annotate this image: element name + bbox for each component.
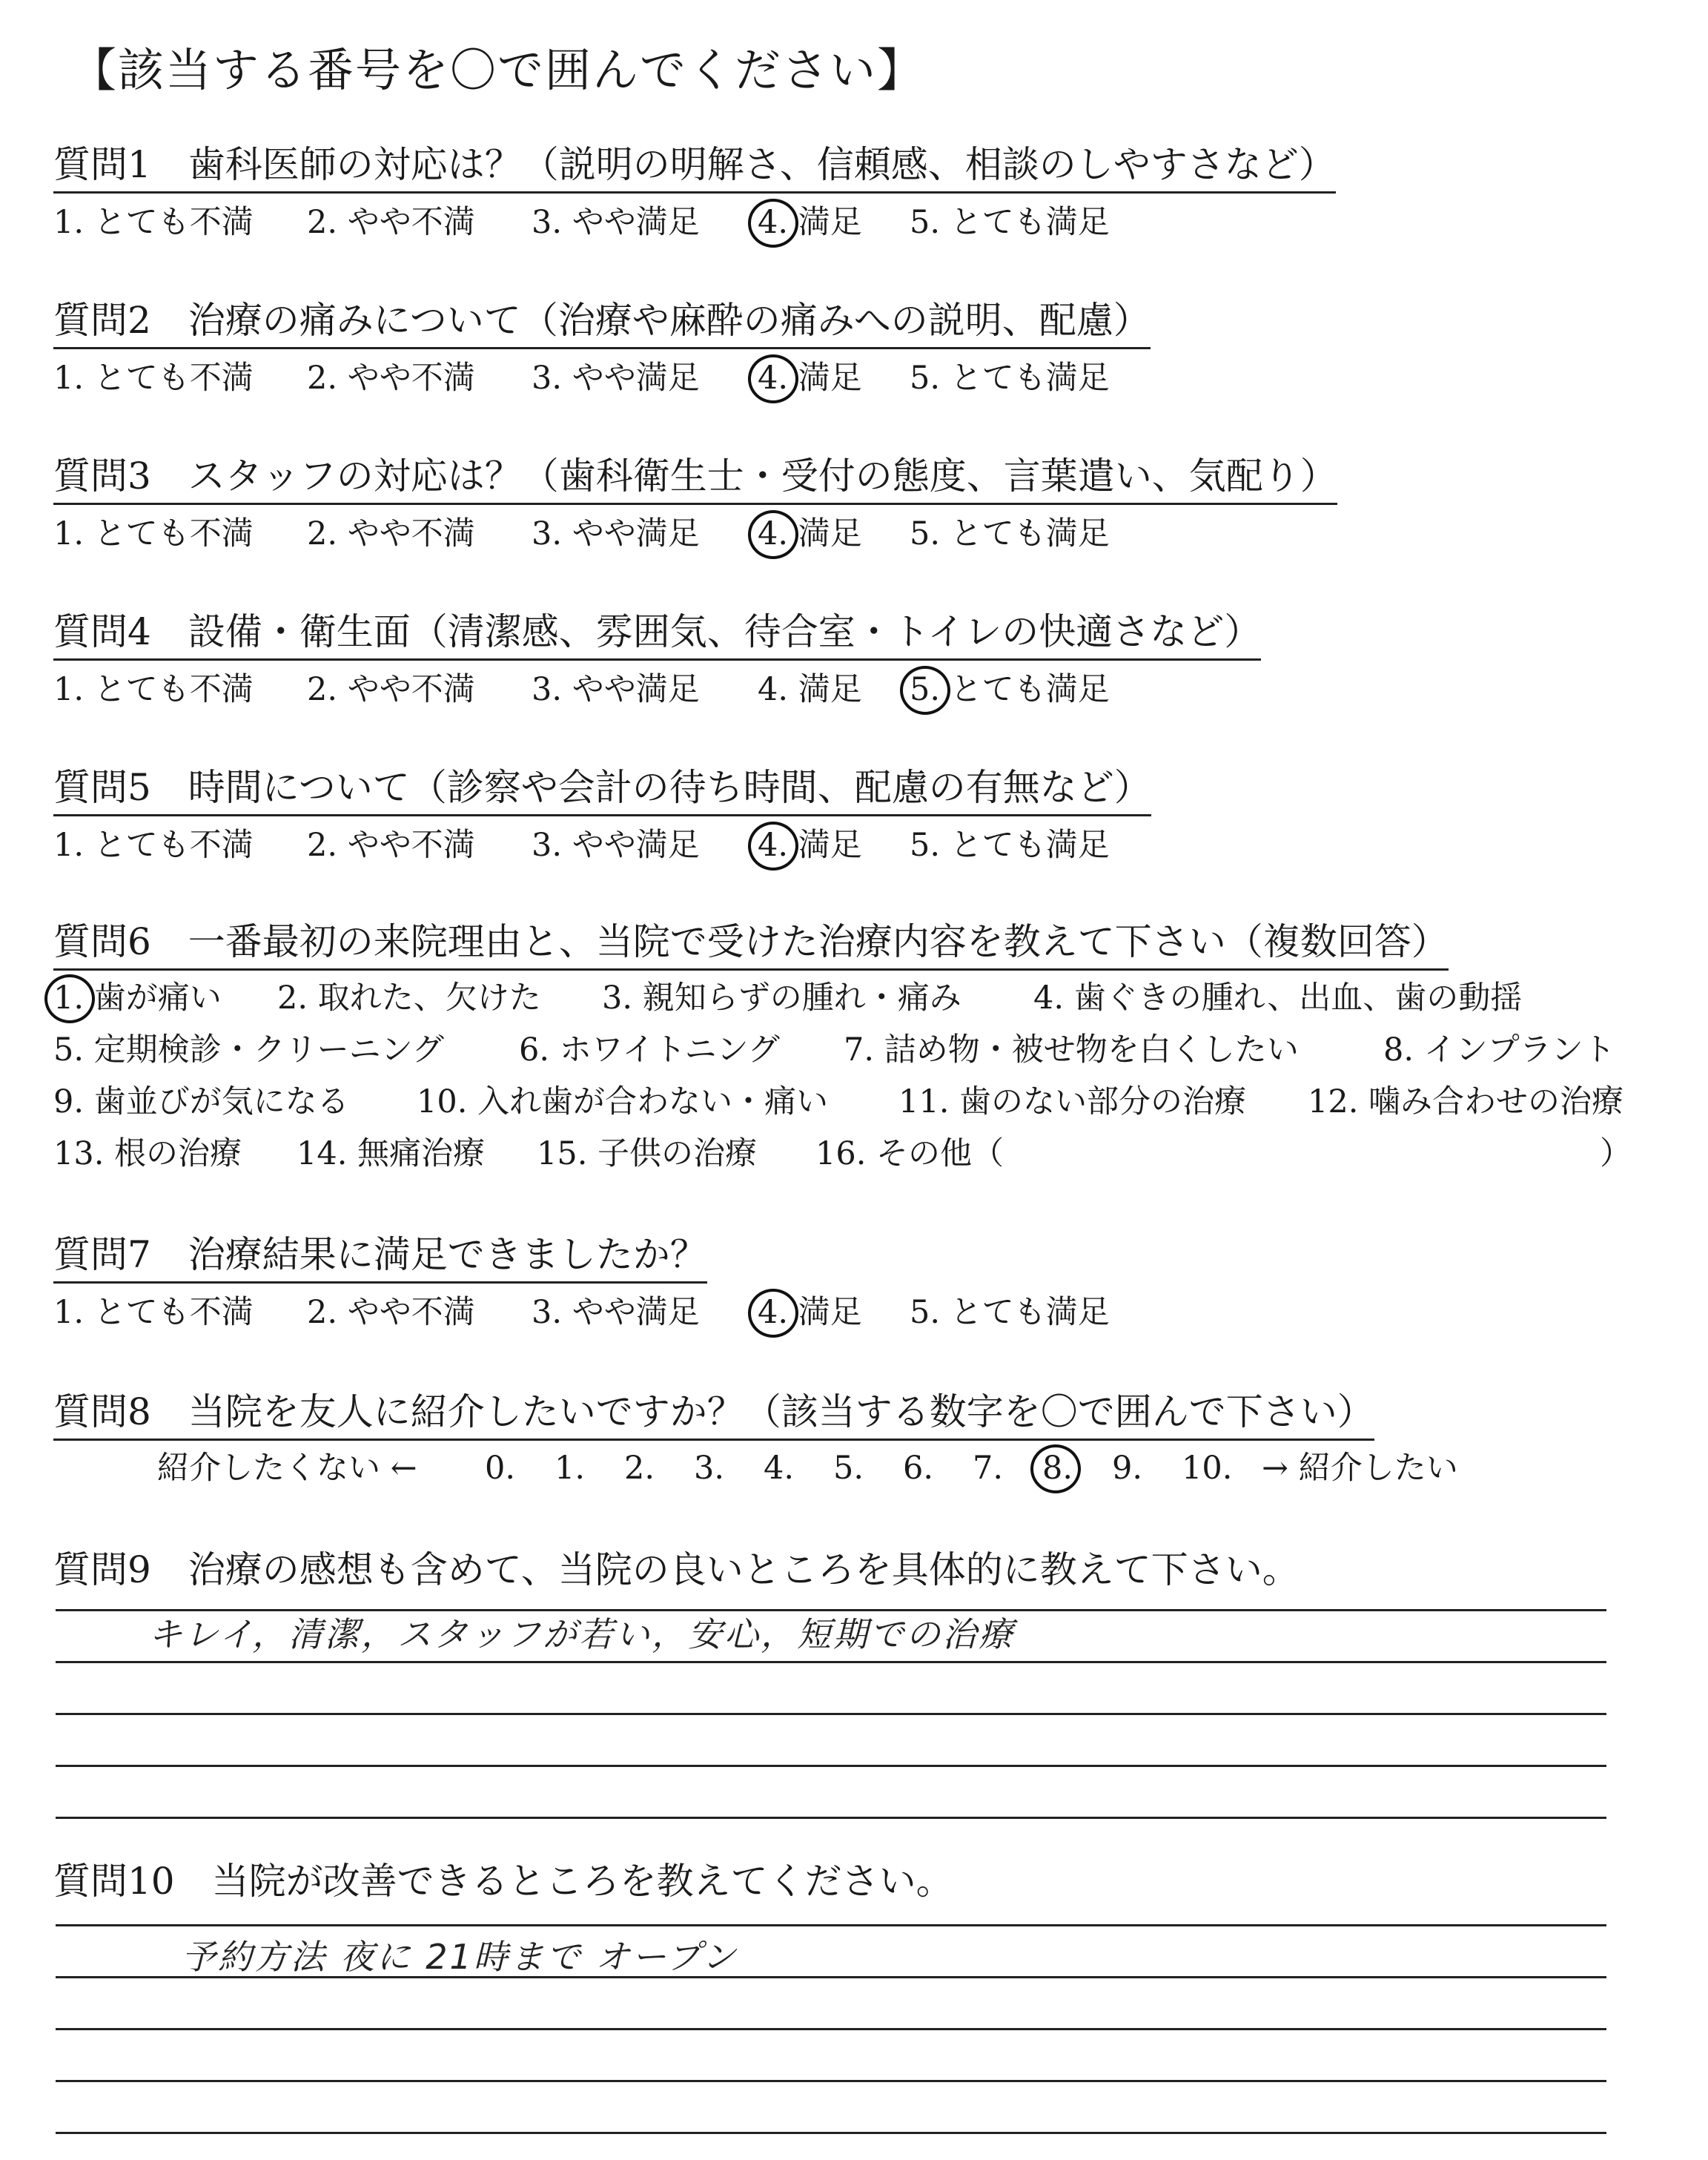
q6-option-12[interactable]: 12. 噛み合わせの治療 (1308, 1083, 1624, 1120)
q8-right-label: → 紹介したい (1262, 1450, 1458, 1487)
question-10-title: 質問10 当院が改善できるところを教えてください。 (53, 1860, 953, 1903)
q4-option-2[interactable]: 2. やや不満 (307, 671, 475, 708)
question-9-title: 質問9 治療の感想も含めて、当院の良いところを具体的に教えて下さい。 (53, 1548, 1300, 1591)
q5-option-5[interactable]: 5. とても満足 (910, 827, 1110, 864)
q4-option-4[interactable]: 4. 満足 (758, 671, 862, 708)
q2-option-2[interactable]: 2. やや不満 (307, 360, 475, 397)
q3-option-1[interactable]: 1. とても不満 (53, 515, 254, 552)
question-2-title: 質問2 治療の痛みについて（治療や麻酔の痛みへの説明、配慮） (53, 297, 1151, 349)
q6-option-15[interactable]: 15. 子供の治療 (537, 1135, 758, 1172)
question-3-title: 質問3 スタッフの対応は？（歯科衛生士・受付の態度、言葉遣い、気配り） (53, 452, 1337, 505)
q2-option-4[interactable]: 4. 満足 (758, 360, 862, 397)
q4-option-3[interactable]: 3. やや満足 (532, 671, 700, 708)
q9-answer-line (56, 1713, 1606, 1715)
q6-option-13[interactable]: 13. 根の治療 (53, 1135, 242, 1172)
q1-option-2[interactable]: 2. やや不満 (307, 204, 475, 241)
q10-answer-line (56, 2028, 1606, 2030)
question-3-options (53, 513, 1239, 558)
question-8-scale (53, 1447, 1536, 1492)
q7-option-4[interactable]: 4. 満足 (758, 1294, 862, 1331)
q5-selection-circle (748, 822, 798, 871)
q1-selection-circle (748, 199, 798, 248)
q2-option-3[interactable]: 3. やや満足 (532, 360, 700, 397)
q8-option-4[interactable]: 4. (764, 1450, 795, 1487)
q9-answer-line (56, 1817, 1606, 1819)
page-title: 【該当する番号を〇で囲んでください】 (70, 43, 925, 97)
q7-option-3[interactable]: 3. やや満足 (532, 1294, 700, 1331)
q7-selection-circle (748, 1289, 798, 1338)
question-7-title: 質問7 治療結果に満足できましたか？ (53, 1231, 707, 1284)
q6-option-4[interactable]: 4. 歯ぐきの腫れ、出血、歯の動揺 (1033, 980, 1523, 1017)
q5-option-4[interactable]: 4. 満足 (758, 827, 862, 864)
q3-option-3[interactable]: 3. やや満足 (532, 515, 700, 552)
q6-option-11[interactable]: 11. 歯のない部分の治療 (898, 1083, 1247, 1120)
q9-answer-line (56, 1765, 1606, 1767)
q8-selection-circle (1030, 1444, 1081, 1493)
question-1-options (53, 202, 1239, 246)
q4-option-1[interactable]: 1. とても不満 (53, 671, 254, 708)
question-5-options (53, 825, 1239, 869)
q6-option-6[interactable]: 6. ホワイトニング (519, 1031, 780, 1069)
q8-option-6[interactable]: 6. (903, 1450, 934, 1487)
question-2-options (53, 357, 1239, 402)
q10-answer-line (56, 1924, 1606, 1926)
q8-option-5[interactable]: 5. (833, 1450, 864, 1487)
q2-option-1[interactable]: 1. とても不満 (53, 360, 254, 397)
q8-option-9[interactable]: 9. (1112, 1450, 1143, 1487)
q10-answer-line (56, 1976, 1606, 1978)
q6-option-1[interactable]: 1. 歯が痛い (53, 980, 222, 1017)
q3-option-2[interactable]: 2. やや不満 (307, 515, 475, 552)
q8-option-8[interactable]: 8. (1042, 1450, 1073, 1487)
question-6-title: 質問6 一番最初の来院理由と、当院で受けた治療内容を教えて下さい（複数回答） (53, 918, 1449, 971)
q3-option-4[interactable]: 4. 満足 (758, 515, 862, 552)
question-8-title: 質問8 当院を友人に紹介したいですか？（該当する数字を〇で囲んで下さい） (53, 1388, 1374, 1441)
q10-answer-line (56, 2080, 1606, 2082)
q3-selection-circle (748, 510, 798, 559)
q4-selection-circle (900, 666, 950, 715)
question-4-title: 質問4 設備・衛生面（清潔感、雰囲気、待合室・トイレの快適さなど） (53, 608, 1261, 661)
q5-option-3[interactable]: 3. やや満足 (532, 827, 700, 864)
q6-option-2[interactable]: 2. 取れた、欠けた (277, 980, 541, 1017)
question-4-options (53, 669, 1239, 713)
q1-option-4[interactable]: 4. 満足 (758, 204, 862, 241)
q8-option-2[interactable]: 2. (624, 1450, 655, 1487)
q1-option-5[interactable]: 5. とても満足 (910, 204, 1110, 241)
q8-option-3[interactable]: 3. (694, 1450, 725, 1487)
question-1-title: 質問1 歯科医師の対応は？（説明の明解さ、信頼感、相談のしやすさなど） (53, 141, 1336, 194)
q6-option-3[interactable]: 3. 親知らずの腫れ・痛み (602, 980, 961, 1017)
q6-option-16[interactable]: 16. その他（ (815, 1135, 1004, 1172)
q6-other-close-paren: ） (1600, 1135, 1632, 1172)
q10-handwritten-answer[interactable]: 予約方法 夜に 21時まで オープン (182, 1937, 738, 1977)
q8-option-10[interactable]: 10. (1182, 1450, 1233, 1487)
q6-option-14[interactable]: 14. 無痛治療 (297, 1135, 486, 1172)
question-7-options (53, 1292, 1239, 1336)
q6-option-10[interactable]: 10. 入れ歯が合わない・痛い (417, 1083, 829, 1120)
q9-handwritten-answer[interactable]: キレイ，清潔，スタッフが若い，安心，短期での治療 (148, 1614, 1016, 1654)
q8-left-label: 紹介したくない ← (157, 1450, 417, 1487)
q10-answer-line (56, 2132, 1606, 2134)
q5-option-1[interactable]: 1. とても不満 (53, 827, 254, 864)
q3-option-5[interactable]: 5. とても満足 (910, 515, 1110, 552)
q6-option-7[interactable]: 7. 詰め物・被せ物を白くしたい (844, 1031, 1299, 1069)
q2-option-5[interactable]: 5. とても満足 (910, 360, 1110, 397)
q7-option-1[interactable]: 1. とても不満 (53, 1294, 254, 1331)
q7-option-2[interactable]: 2. やや不満 (307, 1294, 475, 1331)
question-5-title: 質問5 時間について（診察や会計の待ち時間、配慮の有無など） (53, 764, 1151, 816)
question-6-options (53, 977, 1669, 1200)
q6-option-5[interactable]: 5. 定期検診・クリーニング (53, 1031, 444, 1069)
q1-option-3[interactable]: 3. やや満足 (532, 204, 700, 241)
q9-answer-line (56, 1661, 1606, 1663)
q8-option-0[interactable]: 0. (485, 1450, 516, 1487)
q4-option-5[interactable]: 5. とても満足 (910, 671, 1110, 708)
q6-selection-circle (44, 974, 95, 1023)
q8-option-1[interactable]: 1. (555, 1450, 586, 1487)
q8-option-7[interactable]: 7. (973, 1450, 1004, 1487)
q1-option-1[interactable]: 1. とても不満 (53, 204, 254, 241)
q7-option-5[interactable]: 5. とても満足 (910, 1294, 1110, 1331)
q5-option-2[interactable]: 2. やや不満 (307, 827, 475, 864)
q6-option-8[interactable]: 8. インプラント (1383, 1031, 1615, 1069)
q6-option-9[interactable]: 9. 歯並びが気になる (53, 1083, 349, 1120)
q2-selection-circle (748, 354, 798, 403)
